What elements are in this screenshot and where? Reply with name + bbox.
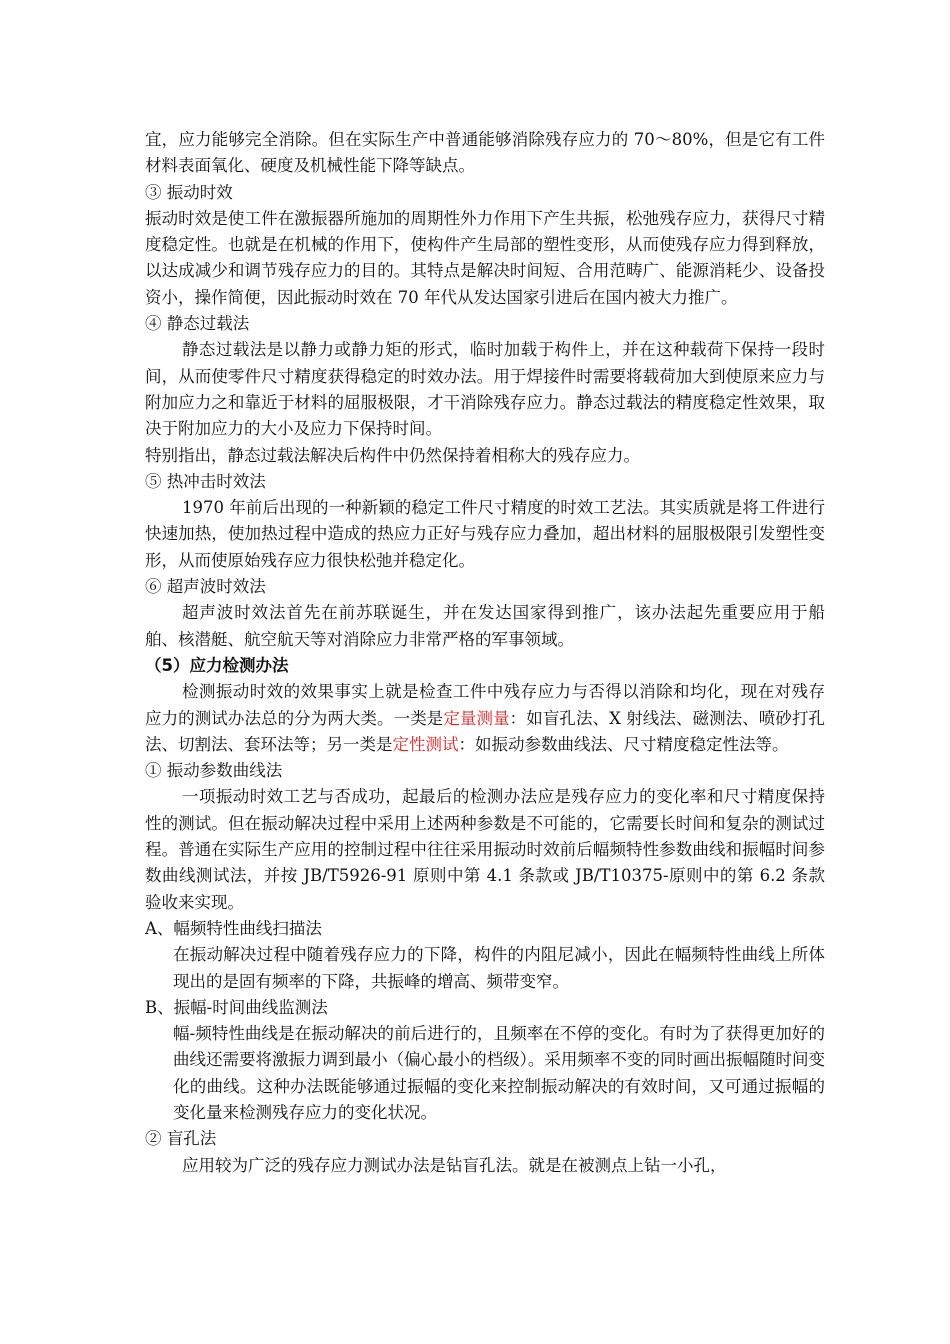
paragraph-thermal-shock: 1970 年前后出现的一种新颖的稳定工件尺寸精度的时效工艺法。其实质就是将工件进行快速加热，使加热过程中造成的热应力正好与残存应力叠加，超出材料的屈服极限引发塑性变形，从而使原始残存应力很快松弛并稳定化。 xyxy=(145,498,825,570)
heading-thermal-shock: ⑤ 热冲击时效法 xyxy=(145,471,266,491)
paragraph-vibration-aging: 振动时效是使工件在激振器所施加的周期性外力作用下产生共振，松弛残存应力，获得尺寸精度稳定性。也就是在机械的作用下，使构件产生局部的塑性变形，从而使残存应力得到释放，以达成减少和调节残存应力的目的。其特点是解决时间短、合用范畴广、能源消耗少、设备投资小，操作简便，因此振动时效在 70 年代从发达国家引进后在国内被大力推广。 xyxy=(145,208,825,307)
paragraph-static-overload: 静态过载法是以静力或静力矩的形式，临时加载于构件上，并在这种载荷下保持一段时间，从而使零件尺寸精度获得稳定的时效办法。用于焊接件时需要将载荷加大到使原来应力与附加应力之和靠近于材料的屈服极限，才干消除残存应力。静态过载法的精度稳定性效果，取决于附加应力的大小及应力下保持时间。 xyxy=(145,340,825,439)
heading-ultrasonic: ⑥ 超声波时效法 xyxy=(145,577,266,597)
highlight-quantitative: 定量测量 xyxy=(443,708,510,728)
paragraph-blind-hole: 应用较为广泛的残存应力测试办法是钻盲孔法。就是在被测点上钻一小孔， xyxy=(182,1155,727,1175)
text-run: ：如振动参数曲线法、尺寸精度稳定性法等。 xyxy=(458,734,789,754)
section-heading-stress-detection: （5）应力检测办法 xyxy=(145,655,289,675)
heading-amplitude-frequency: A、幅频特性曲线扫描法 xyxy=(145,918,322,938)
paragraph-annealing-end: 宜，应力能够完全消除。但在实际生产中普通能够消除残存应力的 70～80%，但是它有工件材料表面氧化、硬度及机械性能下降等缺点。 xyxy=(145,130,825,176)
heading-blind-hole: ② 盲孔法 xyxy=(145,1129,217,1149)
heading-amplitude-time: B、振幅-时间曲线监测法 xyxy=(145,997,328,1017)
heading-vibration-curve: ① 振动参数曲线法 xyxy=(145,761,283,781)
text-run: 检测振动时效的效果事实上就是检查工件中残存应力与否得以消除和均化，现在对残存应力的测试办法总的分为两大类。一类是 xyxy=(145,682,825,728)
heading-static-overload: ④ 静态过载法 xyxy=(145,314,250,334)
paragraph-static-overload-note: 特别指出，静态过载法解决后构件中仍然保持着相称大的残存应力。 xyxy=(145,445,640,465)
paragraph-amplitude-time: 幅-频特性曲线是在振动解决的前后进行的，且频率在不停的变化。有时为了获得更加好的曲线还需要将激振力调到最小（偏心最小的档级）。采用频率不变的同时画出振幅随时间变化的曲线。这种办法既能够通过振幅的变化来控制振动解决的有效时间，又可通过振幅的变化量来检测残存应力的变化状况。 xyxy=(173,1024,825,1122)
highlight-qualitative: 定性测试 xyxy=(392,734,459,754)
paragraph-vibration-curve: 一项振动时效工艺与否成功，起最后的检测办法应是残存应力的变化率和尺寸精度保持性的测试。但在振动解决过程中采用上述两种参数是不可能的，它需要长时间和复杂的测试过程。普通在实际生产应用的控制过程中往往采用振动时效前后幅频特性参数曲线和振幅时间参数曲线测试法，并按 JB/T5926-91 原则中第 4.1 条款或 JB/T10375-原则中的第 6.2 条款验收来实现。 xyxy=(145,787,825,912)
heading-vibration-aging: ③ 振动时效 xyxy=(145,182,233,202)
paragraph-stress-detection xyxy=(145,679,825,758)
paragraph-amplitude-frequency: 在振动解决过程中随着残存应力的下降，构件的内阻尼减小，因此在幅频特性曲线上所体现出的是固有频率的下降，共振峰的增高、频带变窄。 xyxy=(173,945,825,991)
text-run: ：如盲孔法、X 射线法、磁测法、喷砂打孔法、切割法、套环法等；另一类是 xyxy=(145,708,826,754)
paragraph-ultrasonic: 超声波时效法首先在前苏联诞生，并在发达国家得到推广，该办法起先重要应用于船舶、核潜艇、航空航天等对消除应力非常严格的军事领域。 xyxy=(145,603,825,649)
document-page xyxy=(145,127,825,1179)
